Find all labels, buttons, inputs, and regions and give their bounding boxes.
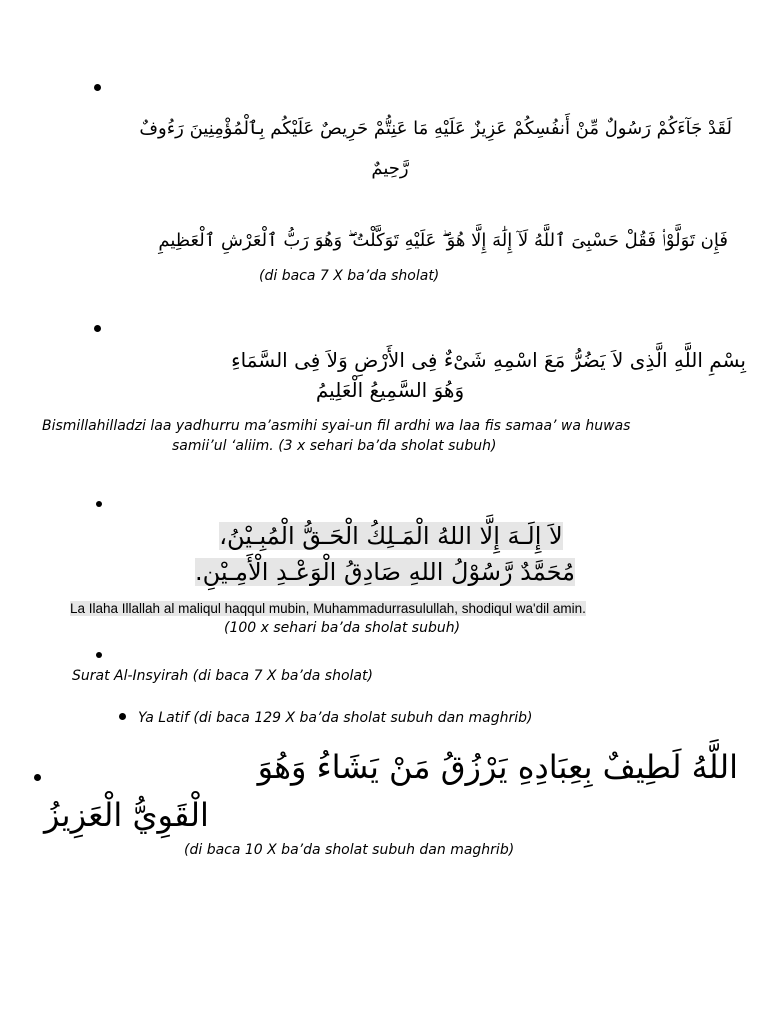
- tahlil-arabic-line-1-text: لاَ إِلَـهَ إِلَّا اللهُ الْمَـلِكُ الْحَـقُّ الْمُبِـيْنُ،: [219, 522, 563, 550]
- surat-al-insyirah: Surat Al-Insyirah (di baca 7 X ba’da sholat): [72, 668, 373, 684]
- bismillah-arabic-line-2: وَهُوَ السَّمِيعُ الْعَلِيمُ: [315, 378, 465, 402]
- tahlil-arabic-line-1: [156, 522, 626, 550]
- allahu-latif-line-1: اللَّهُ لَطِيفٌ بِعِبَادِهِ يَرْزُقُ مَنْ يَشَاءُ وَهُوَ: [257, 748, 738, 786]
- verse-2-line: فَإِن تَوَلَّوْا۟ فَقُلْ حَسْبِىَ ٱللَّهُ لَآ إِلَٰهَ إِلَّا هُوَ ۖ عَلَيْهِ تَوَكَّلْتُ ۖ وَهُوَ رَبُّ ٱلْعَرْشِ ٱلْعَظِيمِ: [158, 230, 728, 251]
- bullet-5: [119, 713, 126, 720]
- tahlil-arabic-line-2: [120, 558, 650, 586]
- instruction-1: (di baca 7 X ba’da sholat): [259, 268, 440, 284]
- bullet-1: [94, 84, 101, 91]
- tahlil-latin: [70, 601, 586, 616]
- bismillah-latin-line-1: Bismillahilladzi laa yadhurru ma’asmihi syai-un fil ardhi wa laa fis samaa’ wa huwas: [42, 418, 631, 434]
- verse-1-line-2: رَّحِيمٌ: [371, 158, 409, 179]
- ya-latif: Ya Latif (di baca 129 X ba’da sholat subuh dan maghrib): [138, 710, 533, 726]
- bullet-2: [94, 325, 101, 332]
- bullet-3: [96, 501, 102, 507]
- bullet-4: [96, 652, 102, 658]
- instruction-6: (di baca 10 X ba’da sholat subuh dan maghrib): [184, 842, 515, 858]
- tahlil-arabic-line-2-text: مُحَمَّدٌ رَّسُوْلُ اللهِ صَادِقُ الْوَعْـدِ الْأَمِـيْنِ.: [194, 558, 575, 586]
- allahu-latif-line-2: الْقَوِيُّ الْعَزِيزُ: [44, 796, 209, 834]
- bullet-6: [34, 774, 41, 781]
- verse-1-line-1: لَقَدْ جَآءَكُمْ رَسُولٌ مِّنْ أَنفُسِكُمْ عَزِيزٌ عَلَيْهِ مَا عَنِتُّمْ حَرِيصٌ عَلَيْكُم بِٱلْمُؤْمِنِينَ رَءُوفٌ: [139, 118, 732, 139]
- tahlil-latin-text: La Ilaha Illallah al maliqul haqqul mubin, Muhammadurrasulullah, shodiqul wa'dil amin.: [70, 601, 586, 616]
- bismillah-arabic-line-1: بِسْمِ اللَّهِ الَّذِى لاَ يَضُرُّ مَعَ اسْمِهِ شَىْءٌ فِى الأَرْضِ وَلاَ فِى السَّمَاءِ: [231, 348, 746, 372]
- bismillah-latin-line-2: samii’ul ‘aliim. (3 x sehari ba’da sholat subuh): [172, 438, 497, 454]
- instruction-3: (100 x sehari ba’da sholat subuh): [224, 620, 461, 636]
